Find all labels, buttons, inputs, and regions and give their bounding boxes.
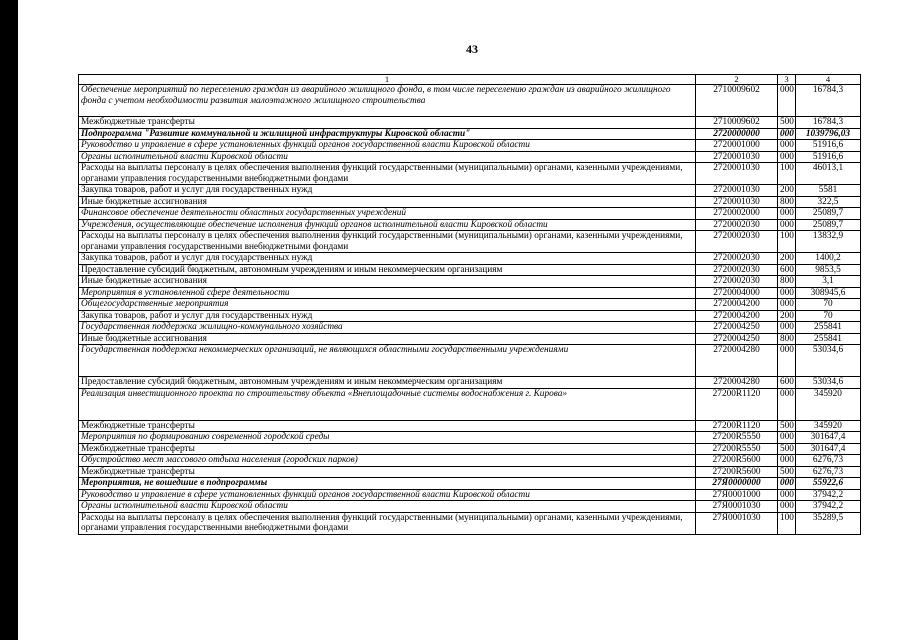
row-sum-cell: 1400,2 [796, 253, 861, 265]
row-type-cell: 100 [778, 512, 796, 534]
row-code-cell: 2720004200 [696, 299, 778, 311]
table-row [79, 388, 861, 420]
row-code-cell: 27200R5550 [696, 443, 778, 455]
row-code-cell: 27200R1120 [696, 420, 778, 432]
row-sum-cell: 55922,6 [796, 478, 861, 490]
row-name-cell: Учреждения, осуществляющие обеспечение исполнения функций органов исполнительной власти Кировской области [79, 219, 696, 231]
row-type-cell: 800 [778, 196, 796, 208]
row-name-cell: Межбюджетные трансферты [79, 443, 696, 455]
row-code-cell: 2720001030 [696, 196, 778, 208]
row-code-cell: 2720004250 [696, 333, 778, 345]
row-name-cell: Межбюджетные трансферты [79, 117, 696, 129]
row-name-cell: Расходы на выплаты персоналу в целях обеспечения выполнения функций государственными (муниципальными) органами, казенными учреждениями, органами управления государственными внебюджетными фондами [79, 163, 696, 185]
row-code-cell: 2720001000 [696, 140, 778, 152]
row-code-cell: 27Я0001030 [696, 501, 778, 513]
row-code-cell: 2710009602 [696, 85, 778, 117]
row-sum-cell: 70 [796, 299, 861, 311]
row-type-cell: 000 [778, 287, 796, 299]
row-sum-cell: 345920 [796, 420, 861, 432]
row-name-cell: Мероприятия по формированию современной городской среды [79, 432, 696, 444]
row-type-cell: 000 [778, 478, 796, 490]
table-row [79, 432, 861, 444]
table-row [79, 231, 861, 253]
row-name-cell: Предоставление субсидий бюджетным, автономным учреждениям и иным некоммерческим организациям [79, 377, 696, 389]
table-row [79, 140, 861, 152]
row-code-cell: 2720002030 [696, 219, 778, 231]
row-sum-cell: 5581 [796, 185, 861, 197]
table-row [79, 501, 861, 513]
row-sum-cell: 255841 [796, 333, 861, 345]
table-row [79, 163, 861, 185]
table-row [79, 489, 861, 501]
row-code-cell: 2720004250 [696, 322, 778, 334]
budget-table-body [79, 75, 861, 535]
row-type-cell: 100 [778, 231, 796, 253]
row-name-cell: Закупка товаров, работ и услуг для государственных нужд [79, 310, 696, 322]
row-name-cell: Органы исполнительной власти Кировской области [79, 151, 696, 163]
table-row [79, 276, 861, 288]
table-row [79, 420, 861, 432]
row-name-cell: Реализация инвестиционного проекта по строительству объекта «Внеплощадочные системы водоснабжения г. Кирова» [79, 388, 696, 420]
row-sum-cell: 301647,4 [796, 432, 861, 444]
row-sum-cell: 53034,6 [796, 345, 861, 377]
row-name-cell: Закупка товаров, работ и услуг для государственных нужд [79, 185, 696, 197]
row-sum-cell: 51916,6 [796, 151, 861, 163]
row-sum-cell: 16784,3 [796, 117, 861, 129]
row-type-cell: 000 [778, 501, 796, 513]
row-type-cell: 000 [778, 128, 796, 140]
row-type-cell: 000 [778, 85, 796, 117]
row-type-cell: 000 [778, 432, 796, 444]
row-name-cell: Иные бюджетные ассигнования [79, 333, 696, 345]
row-code-cell: 2720001030 [696, 151, 778, 163]
row-sum-cell: 16784,3 [796, 85, 861, 117]
row-sum-cell: 301647,4 [796, 443, 861, 455]
table-row [79, 322, 861, 334]
row-type-cell: 500 [778, 443, 796, 455]
row-sum-cell: 37942,2 [796, 501, 861, 513]
table-row [79, 253, 861, 265]
table-row [79, 196, 861, 208]
column-number-3: 3 [778, 75, 796, 85]
row-type-cell: 000 [778, 345, 796, 377]
row-code-cell: 27Я0001000 [696, 489, 778, 501]
row-name-cell: Обустройство мест массового отдыха населения (городских парков) [79, 455, 696, 467]
row-name-cell: Иные бюджетные ассигнования [79, 276, 696, 288]
row-type-cell: 000 [778, 208, 796, 220]
row-code-cell: 2720004200 [696, 310, 778, 322]
row-name-cell: Государственная поддержка некоммерческих организаций, не являющихся областными государственными учреждениями [79, 345, 696, 377]
table-row [79, 310, 861, 322]
row-sum-cell: 25089,7 [796, 219, 861, 231]
row-sum-cell: 35289,5 [796, 512, 861, 534]
row-code-cell: 27200R1120 [696, 388, 778, 420]
column-number-4: 4 [796, 75, 861, 85]
row-type-cell: 800 [778, 276, 796, 288]
row-sum-cell: 322,5 [796, 196, 861, 208]
row-name-cell: Обеспечение мероприятий по переселению граждан из аварийного жилищного фонда, в том числе переселению граждан из аварийного жилищного фонда с учетом необходимости развития малоэтажного жилищного строительства [79, 85, 696, 117]
row-sum-cell: 1039796,03 [796, 128, 861, 140]
row-sum-cell: 37942,2 [796, 489, 861, 501]
row-name-cell: Государственная поддержка жилищно-коммунального хозяйства [79, 322, 696, 334]
row-name-cell: Подпрограмма "Развитие коммунальной и жилищной инфраструктуры Кировской области" [79, 128, 696, 140]
row-sum-cell: 46013,1 [796, 163, 861, 185]
row-type-cell: 500 [778, 117, 796, 129]
row-code-cell: 2720001030 [696, 163, 778, 185]
table-row [79, 333, 861, 345]
row-code-cell: 2720004000 [696, 287, 778, 299]
column-number-1: 1 [79, 75, 696, 85]
row-type-cell: 000 [778, 455, 796, 467]
row-sum-cell: 308945,6 [796, 287, 861, 299]
budget-table [78, 74, 861, 535]
row-sum-cell: 51916,6 [796, 140, 861, 152]
row-type-cell: 200 [778, 253, 796, 265]
table-row [79, 128, 861, 140]
row-sum-cell: 13832,9 [796, 231, 861, 253]
row-code-cell: 27Я0001030 [696, 512, 778, 534]
scan-edge-bar [0, 0, 18, 640]
row-type-cell: 800 [778, 333, 796, 345]
table-row [79, 345, 861, 377]
table-row [79, 478, 861, 490]
row-name-cell: Мероприятия, не вошедшие в подпрограммы [79, 478, 696, 490]
row-code-cell: 2720002000 [696, 208, 778, 220]
row-type-cell: 000 [778, 299, 796, 311]
row-sum-cell: 345920 [796, 388, 861, 420]
row-code-cell: 27200R5550 [696, 432, 778, 444]
row-type-cell: 600 [778, 264, 796, 276]
row-code-cell: 27Я0000000 [696, 478, 778, 490]
row-code-cell: 27200R5600 [696, 466, 778, 478]
table-row [79, 264, 861, 276]
table-row [79, 219, 861, 231]
table-row [79, 117, 861, 129]
row-name-cell: Предоставление субсидий бюджетным, автономным учреждениям и иным некоммерческим организациям [79, 264, 696, 276]
row-type-cell: 500 [778, 466, 796, 478]
row-type-cell: 200 [778, 185, 796, 197]
row-type-cell: 000 [778, 322, 796, 334]
row-type-cell: 000 [778, 140, 796, 152]
table-row [79, 85, 861, 117]
row-type-cell: 100 [778, 163, 796, 185]
row-name-cell: Мероприятия в установленной сфере деятельности [79, 287, 696, 299]
column-number-row [79, 75, 861, 85]
row-type-cell: 000 [778, 219, 796, 231]
table-row [79, 299, 861, 311]
row-type-cell: 600 [778, 377, 796, 389]
row-code-cell: 2720004280 [696, 345, 778, 377]
row-sum-cell: 3,1 [796, 276, 861, 288]
table-row [79, 512, 861, 534]
row-name-cell: Органы исполнительной власти Кировской области [79, 501, 696, 513]
row-sum-cell: 6276,73 [796, 455, 861, 467]
table-row [79, 377, 861, 389]
row-name-cell: Межбюджетные трансферты [79, 420, 696, 432]
row-name-cell: Межбюджетные трансферты [79, 466, 696, 478]
row-type-cell: 000 [778, 151, 796, 163]
row-code-cell: 2720002030 [696, 253, 778, 265]
row-sum-cell: 70 [796, 310, 861, 322]
row-code-cell: 2720002030 [696, 231, 778, 253]
row-name-cell: Закупка товаров, работ и услуг для государственных нужд [79, 253, 696, 265]
row-name-cell: Руководство и управление в сфере установленных функций органов государственной власти Кировской области [79, 140, 696, 152]
table-row [79, 443, 861, 455]
row-type-cell: 200 [778, 310, 796, 322]
row-sum-cell: 9853,5 [796, 264, 861, 276]
row-code-cell: 2720002030 [696, 276, 778, 288]
row-code-cell: 2710009602 [696, 117, 778, 129]
page-number: 43 [466, 42, 478, 56]
table-row [79, 466, 861, 478]
row-name-cell: Руководство и управление в сфере установленных функций органов государственной власти Кировской области [79, 489, 696, 501]
row-code-cell: 27200R5600 [696, 455, 778, 467]
row-sum-cell: 255841 [796, 322, 861, 334]
row-code-cell: 2720004280 [696, 377, 778, 389]
row-code-cell: 2720002030 [696, 264, 778, 276]
row-name-cell: Иные бюджетные ассигнования [79, 196, 696, 208]
row-code-cell: 2720000000 [696, 128, 778, 140]
table-row [79, 455, 861, 467]
row-type-cell: 000 [778, 489, 796, 501]
row-code-cell: 2720001030 [696, 185, 778, 197]
row-sum-cell: 6276,73 [796, 466, 861, 478]
row-name-cell: Финансовое обеспечение деятельности областных государственных учреждений [79, 208, 696, 220]
table-row [79, 185, 861, 197]
table-row [79, 208, 861, 220]
row-name-cell: Расходы на выплаты персоналу в целях обеспечения выполнения функций государственными (муниципальными) органами, казенными учреждениями, органами управления государственными внебюджетными фондами [79, 231, 696, 253]
row-name-cell: Общегосударственные мероприятия [79, 299, 696, 311]
table-row [79, 151, 861, 163]
row-sum-cell: 53034,6 [796, 377, 861, 389]
row-name-cell: Расходы на выплаты персоналу в целях обеспечения выполнения функций государственными (муниципальными) органами, казенными учреждениями, органами управления государственными внебюджетными фондами [79, 512, 696, 534]
table-row [79, 287, 861, 299]
row-type-cell: 000 [778, 388, 796, 420]
column-number-2: 2 [696, 75, 778, 85]
row-type-cell: 500 [778, 420, 796, 432]
row-sum-cell: 25089,7 [796, 208, 861, 220]
